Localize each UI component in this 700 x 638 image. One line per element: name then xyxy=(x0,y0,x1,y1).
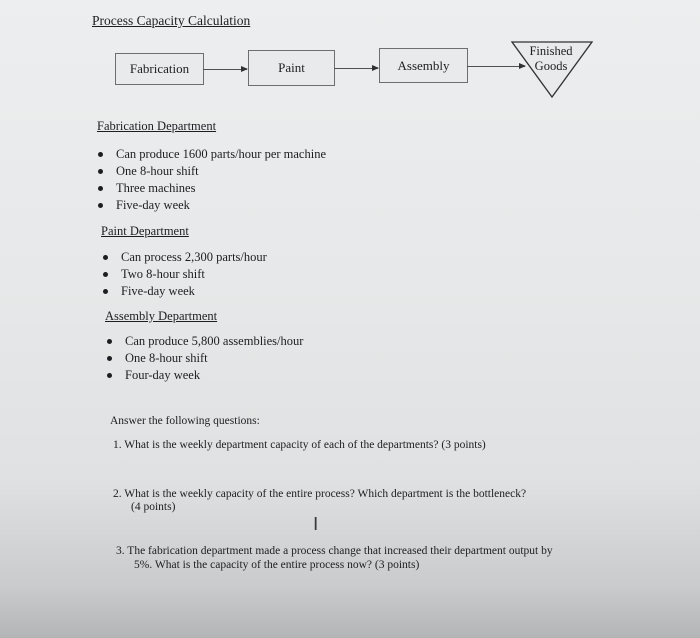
assembly-box: Assembly xyxy=(379,48,468,83)
finished-label-line2: Goods xyxy=(534,59,568,73)
paint-heading: Paint Department xyxy=(101,224,189,238)
list-item: Can produce 5,800 assemblies/hour xyxy=(105,333,303,350)
list-item: Can produce 1600 parts/hour per machine xyxy=(96,146,326,163)
list-item: Three machines xyxy=(96,180,326,197)
list-item: Five-day week xyxy=(96,197,326,214)
page-title: Process Capacity Calculation xyxy=(92,13,251,28)
question-1: 1. What is the weekly department capacity of each of the departments? (3 points) xyxy=(113,439,486,451)
finished-label-line1: Finished xyxy=(529,44,573,58)
fabrication-heading: Fabrication Department xyxy=(97,119,217,133)
arrow-paint-to-assembly xyxy=(334,68,378,69)
finished-goods-label xyxy=(520,44,582,74)
paint-box: Paint xyxy=(248,50,335,86)
arrow-fabrication-to-paint xyxy=(203,69,247,70)
text-cursor-icon: I xyxy=(313,514,319,535)
list-item: Four-day week xyxy=(105,367,303,384)
list-item: Five-day week xyxy=(101,283,267,300)
list-item: One 8-hour shift xyxy=(96,163,326,180)
list-item: Can process 2,300 parts/hour xyxy=(101,249,267,266)
question-2-line2: (4 points) xyxy=(131,501,176,513)
question-3-line2: 5%. What is the capacity of the entire process now? (3 points) xyxy=(134,559,420,571)
questions-intro: Answer the following questions: xyxy=(110,415,260,427)
question-2-line1: 2. What is the weekly capacity of the entire process? Which department is the bottleneck? xyxy=(113,488,527,500)
list-item: One 8-hour shift xyxy=(105,350,303,367)
fabrication-box: Fabrication xyxy=(115,53,204,85)
question-3-line1: 3. The fabrication department made a process change that increased their department output by xyxy=(116,545,553,557)
paint-list xyxy=(101,249,267,300)
list-item: Two 8-hour shift xyxy=(101,266,267,283)
assembly-list xyxy=(105,333,303,384)
assembly-heading: Assembly Department xyxy=(105,309,218,323)
fabrication-list xyxy=(96,146,326,214)
